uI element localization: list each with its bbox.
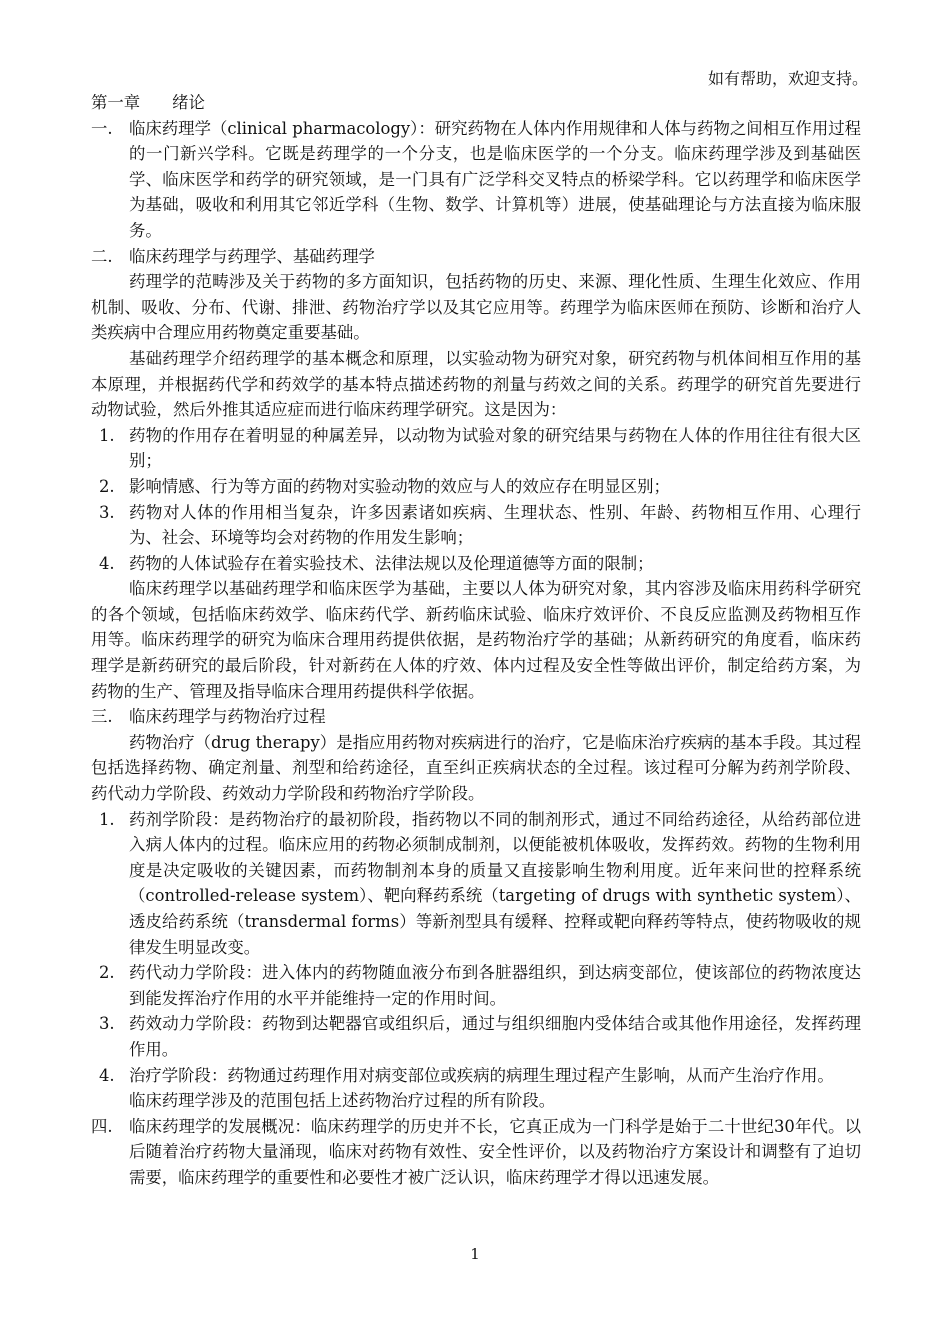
- list-text: 治疗学阶段：药物通过药理作用对病变部位或疾病的病理生理过程产生影响，从而产生治疗作用。: [129, 1065, 834, 1085]
- list-text: 药物的作用存在着明显的种属差异，以动物为试验对象的研究结果与药物在人体的作用往往有很大区别；: [129, 425, 861, 471]
- list-number: 3.: [99, 1014, 115, 1034]
- list-number: 2.: [99, 476, 115, 496]
- section-number: 三.: [91, 707, 113, 727]
- list-number: 2.: [99, 963, 115, 983]
- paragraph: 药理学的范畴涉及关于药物的多方面知识，包括药物的历史、来源、理化性质、生理生化效应、作用机制、吸收、分布、代谢、排泄、药物治疗学以及其它应用等。药理学为临床医师在预防、诊断和治疗人类疾病中合理应用药物奠定重要基础。: [91, 272, 861, 343]
- chapter-heading: [91, 90, 861, 116]
- list-text: 药物的人体试验存在着实验技术、法律法规以及伦理道德等方面的限制；: [129, 553, 654, 573]
- paragraph: 基础药理学介绍药理学的基本概念和原理，以实验动物为研究对象，研究药物与机体间相互作用的基本原理，并根据药代学和药效学的基本特点描述药物的剂量与药效之间的关系。药理学的研究首先要进行动物试验，然后外推其适应症而进行临床药理学研究。这是因为：: [91, 348, 861, 420]
- list-text: 药代动力学阶段：进入体内的药物随血液分布到各脏器组织，到达病变部位，使该部位的药物浓度达到能发挥治疗作用的水平并能维持一定的作用时间。: [129, 963, 861, 1008]
- document-body: [91, 90, 861, 1191]
- section-2-heading: [91, 244, 861, 270]
- header-note: 如有帮助，欢迎支持。: [707, 69, 868, 88]
- page-number: 1: [470, 1245, 480, 1263]
- section-title: 临床药理学与药理学、基础药理学: [129, 246, 375, 266]
- list-text: 影响情感、行为等方面的药物对实验动物的效应与人的效应存在明显区别；: [129, 476, 670, 496]
- section-number: 一.: [91, 118, 113, 138]
- section-3-heading: [91, 704, 861, 730]
- list-text: 药剂学阶段：是药物治疗的最初阶段，指药物以不同的制剂形式，通过不同给药途径，从给药部位进入病人体内的过程。临床应用的药物必须制成制剂，以便能被机体吸收，发挥药效。药物的生物利用度是决定吸收的关键因素，而药物制剂本身的质量又直接影响生物利用度。近年来问世的控释系统（controlled-release system）、靶向释药系统（targeting of drugs with synthetic system）、透皮给药系统（transdermal forms）等新剂型具有缓释、控释或靶向释药等特点，使药物吸收的规律发生明显改变。: [129, 809, 861, 957]
- section-text: 临床药理学的发展概况：临床药理学的历史并不长，它真正成为一门科学是始于二十世纪30年代。以后随着治疗药物大量涌现，临床对药物有效性、安全性评价，以及药物治疗方案设计和调整有了迫切需要，临床药理学的重要性和必要性才被广泛认识，临床药理学才得以迅速发展。: [129, 1116, 861, 1187]
- chapter-title: 绪论: [172, 93, 205, 112]
- section-text: 临床药理学（clinical pharmacology）：研究药物在人体内作用规律和人体与药物之间相互作用过程的一门新兴学科。它既是药理学的一个分支，也是临床医学的一个分支。临床药理学涉及到基础医学、临床医学和药学的研究领域，是一门具有广泛学科交叉特点的桥梁学科。它以药理学和临床医学为基础，吸收和利用其它邻近学科（生物、数学、计算机等）进展，使基础理论与方法直接为临床服务。: [129, 118, 861, 240]
- list-item: [91, 474, 861, 500]
- paragraph: 临床药理学涉及的范围包括上述药物治疗过程的所有阶段。: [129, 1091, 556, 1111]
- list-item: [91, 423, 861, 474]
- list-number: 4.: [99, 1065, 115, 1085]
- section-4: [91, 1114, 861, 1191]
- section-number: 二.: [91, 246, 113, 266]
- list-item: [91, 1011, 861, 1062]
- paragraph: 药物治疗（drug therapy）是指应用药物对疾病进行的治疗，它是临床治疗疾病的基本手段。其过程包括选择药物、确定剂量、剂型和给药途径，直至纠正疾病状态的全过程。该过程可分解为药剂学阶段、药代动力学阶段、药效动力学阶段和药物治疗学阶段。: [91, 732, 861, 804]
- list-item: [91, 551, 861, 577]
- list-item: [91, 500, 861, 551]
- list-number: 4.: [99, 553, 115, 573]
- section-1: [91, 116, 861, 244]
- paragraph: 临床药理学以基础药理学和临床医学为基础，主要以人体为研究对象，其内容涉及临床用药科学研究的各个领域，包括临床药效学、临床药代学、新药临床试验、临床疗效评价、不良反应监测及药物相互作用等。临床药理学的研究为临床合理用药提供依据，是药物治疗学的基础；从新药研究的角度看，临床药理学是新药研究的最后阶段，针对新药在人体的疗效、体内过程及安全性等做出评价，制定给药方案，为药物的生产、管理及指导临床合理用药提供科学依据。: [91, 579, 861, 701]
- section-title: 临床药理学与药物治疗过程: [129, 707, 326, 727]
- list-item: [91, 960, 861, 1011]
- list-number: 3.: [99, 502, 115, 522]
- list-item: [91, 1063, 861, 1089]
- list-text: 药效动力学阶段：药物到达靶器官或组织后，通过与组织细胞内受体结合或其他作用途径，发挥药理作用。: [129, 1014, 861, 1059]
- list-number: 1.: [99, 809, 115, 829]
- chapter-number: 第一章: [91, 93, 141, 112]
- list-number: 1.: [99, 425, 115, 445]
- section-number: 四.: [91, 1116, 113, 1136]
- list-text: 药物对人体的作用相当复杂，许多因素诸如疾病、生理状态、性别、年龄、药物相互作用、心理行为、社会、环境等均会对药物的作用发生影响；: [129, 502, 861, 548]
- list-item: [91, 807, 861, 961]
